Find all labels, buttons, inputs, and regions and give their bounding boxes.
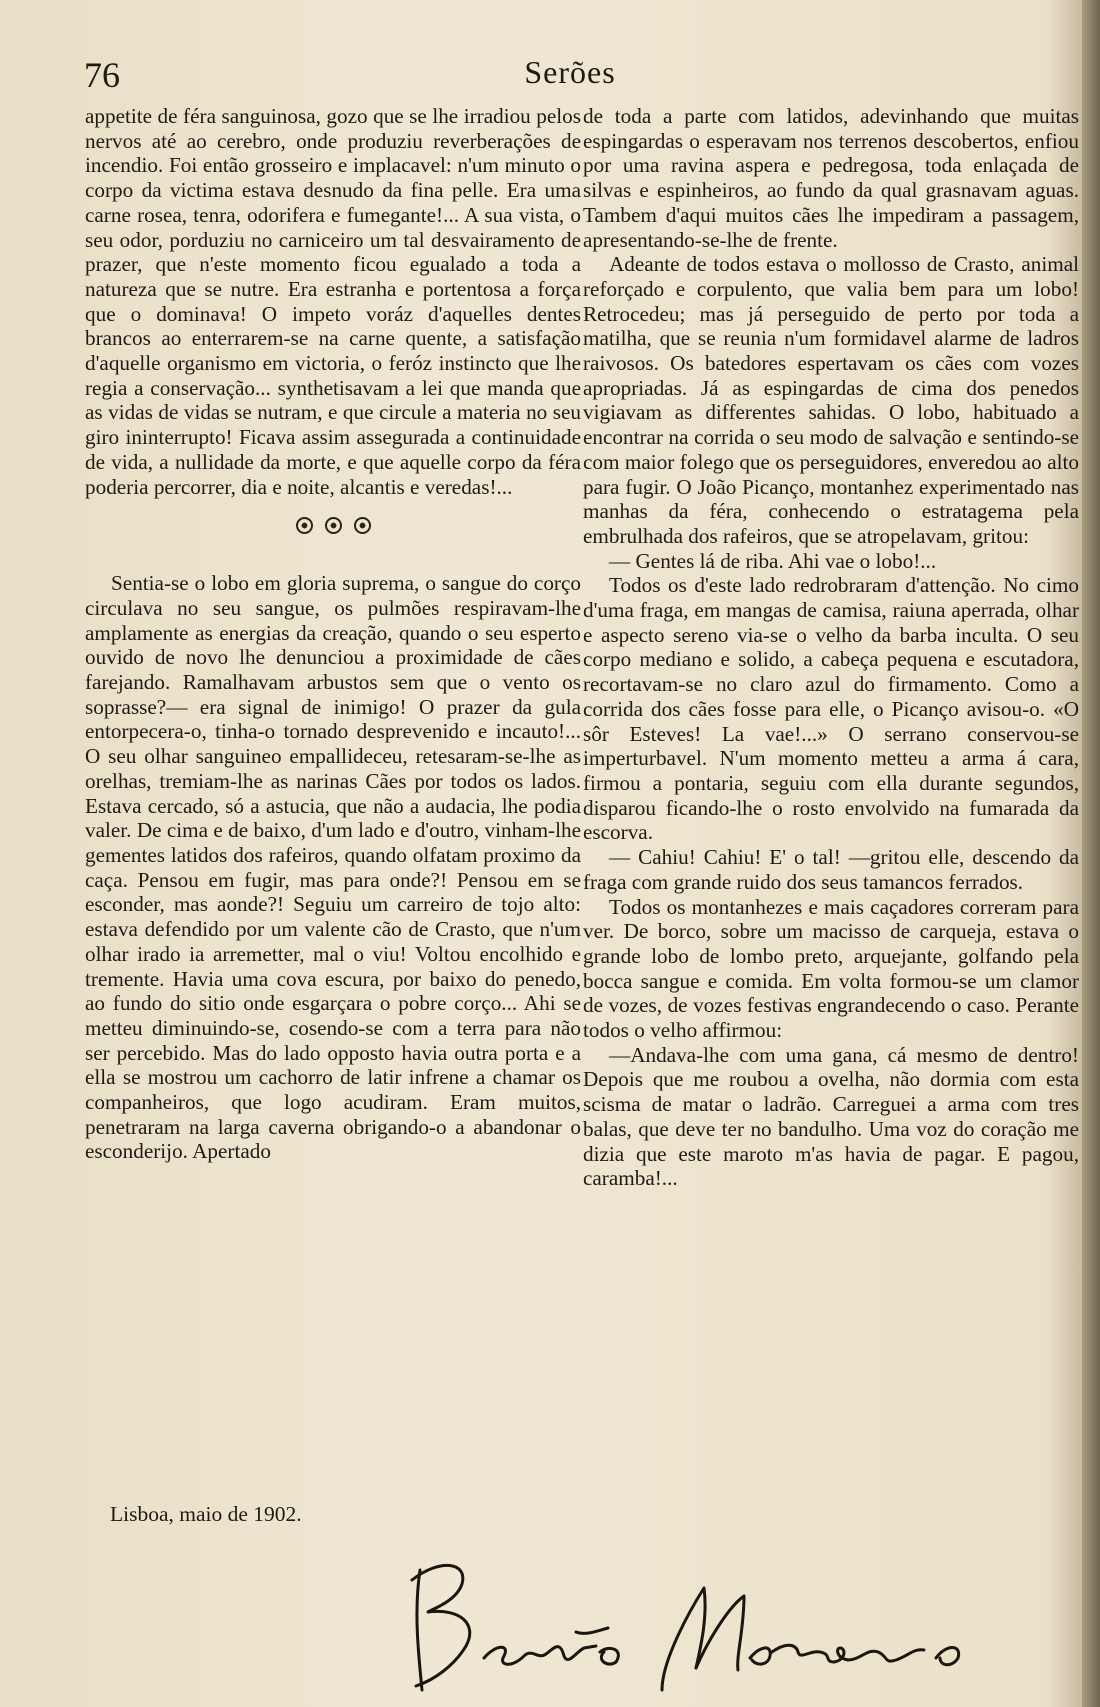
running-title: Serões [524,54,616,90]
ornament-icon [325,517,342,534]
right-column [583,104,1079,1191]
dateline: Lisboa, maio de 1902. [110,1502,302,1526]
dialogue-line: — Gentes lá de riba. Ahi vae o lobo!... [609,548,937,573]
section-ornament [85,515,581,535]
paragraph: appetite de féra sanguinosa, gozo que se lhe irradiou pelos nervos até ao cerebro, onde produziu reverberações de incendio. Foi então grosseiro e implacavel: n'um minuto o corpo da victima estava desnudo da fina pelle. Era uma carne rosea, tenra, odorifera e fumegante!... A sua vista, o seu odor, porduziu no carniceiro um tal desvairamento de prazer, que n'este momento ficou egualado a toda a natureza que se nutre. Era estranha e portentosa a força que o dominava! O impeto voráz d'aquelles dentes brancos ao enterrarem-se na carne quente, a satisfação d'aquelle organismo em victoria, o feróz instincto que lhe regia a conservação... synthetisavam a lei que manda que as vidas de vidas se nutram, e que circule a materia no seu giro ininterrupto! Ficava assim assegurada a continuidade de vida, a nullidade da morte, e que aquelle corpo da féra poderia percorrer, dia e noite, alcantis e veredas!... [85,104,581,499]
page-header [80,54,1060,100]
paragraph: Todos os d'este lado redrobraram d'attenção. No cimo d'uma fraga, em mangas de camisa, raiuna aperrada, olhar e aspecto sereno via-se o velho da barba inculta. O seu corpo mediano e solido, a cabeça pequena e escutadora, recortavam-se no claro azul do firmamento. Como a corrida dos cães fosse para elle, o Picanço avisou-o. «O sôr Esteves! La vae!...» O serrano conservou-se imperturbavel. N'um momento metteu a arma á cara, firmou a pontaria, seguiu com ella durante segundos, disparou ficando-lhe o rosto envolvido na fumarada da escorva. [583,573,1079,845]
ornament-icon [354,517,371,534]
author-signature [400,1540,1060,1700]
page-edge [1082,0,1100,1707]
page-number: 76 [84,55,120,95]
left-column [85,104,581,1164]
paragraph: de toda a parte com latidos, adevinhando que muitas espingardas o esperavam nos terrenos descobertos, enfiou por uma ravina aspera e pedregosa, toda enlaçada de silvas e espinheiros, ao fundo da qual grasnavam aguas. Tambem d'aqui muitos cães lhe impediram a passagem, apresentando-se-lhe de frente. [583,104,1079,252]
ornament-icon [296,517,313,534]
paragraph: Sentia-se o lobo em gloria suprema, o sangue do corço circulava no seu sangue, os pulmões respiravam-lhe amplamente as energias da creação, quando o seu esperto ouvido de novo lhe denunciou a proximidade de cães farejando. Ramalhavam arbustos sem que o vento os soprasse?— era signal de inimigo! O prazer da gula entorpecera-o, tinha-o tornado desprevenido e incauto!... O seu olhar sanguineo empallideceu, retesaram-se-lhe as orelhas, tremiam-lhe as narinas Cães por todos os lados. Estava cercado, só a astucia, que não a audacia, lhe podia valer. De cima e de baixo, d'um lado e d'outro, vinham-lhe gementes latidos dos rafeiros, quando olfatam proximo da caça. Pensou em fugir, mas para onde?! Pensou em se esconder, mas aonde?! Seguiu um carreiro de tojo alto: estava defendido por um valente cão de Crasto, que n'um olhar irado ia arremetter, mal o viu! Voltou encolhido e tremente. Havia uma cova escura, por baixo do penedo, ao fundo do sitio onde esgarçara o pobre corço... Ahi se metteu diminuindo-se, cosendo-se com a terra para não ser percebido. Mas do lado opposto havia outra porta e a ella se mostrou um cachorro de latir infrene a chamar os companheiros, que logo acudiram. Eram muitos, penetraram na larga caverna obrigando-o a abandonar o esconderijo. Apertado [85,571,581,1164]
paragraph: Adeante de todos estava o mollosso de Crasto, animal reforçado e corpulento, que valia bem para um lobo! Retrocedeu; mas já perseguido de perto por toda a matilha, que se reunia n'um formidavel alarme de ladros raivosos. Os batedores espertavam os cães com vozes apropriadas. Já as espingardas de cima dos penedos vigiavam as differentes sahidas. O lobo, habituado a encontrar na corrida o seu modo de salvação e sentindo-se com maior folego que os perseguidores, enveredou ao alto para fugir. O João Picanço, montanhez experimentado nas manhas da féra, conhecendo o estratagema pela embrulhada dos rafeiros, que se atropelavam, gritou: [583,252,1079,548]
dialogue-line: — Cahiu! Cahiu! E' o tal! —gritou elle, descendo da fraga com grande ruido dos seus tamancos ferrados. [583,845,1079,894]
paragraph: Todos os montanhezes e mais caçadores correram para ver. De borco, sobre um macisso de carqueja, estava o grande lobo de lombo preto, arquejante, golfando pela bocca sangue e comida. Em volta formou-se um clamor de vozes, de vozes festivas engrandecendo o caso. Perante todos o velho affirmou: [583,894,1079,1043]
dialogue-line: —Andava-lhe com uma gana, cá mesmo de dentro! Depois que me roubou a ovelha, não dormia com esta scisma de matar o ladrão. Carreguei a arma com tres balas, que deve ter no bandulho. Uma voz do coração me dizia que este maroto m'as havia de pagar. E pagou, caramba!... [583,1042,1079,1191]
